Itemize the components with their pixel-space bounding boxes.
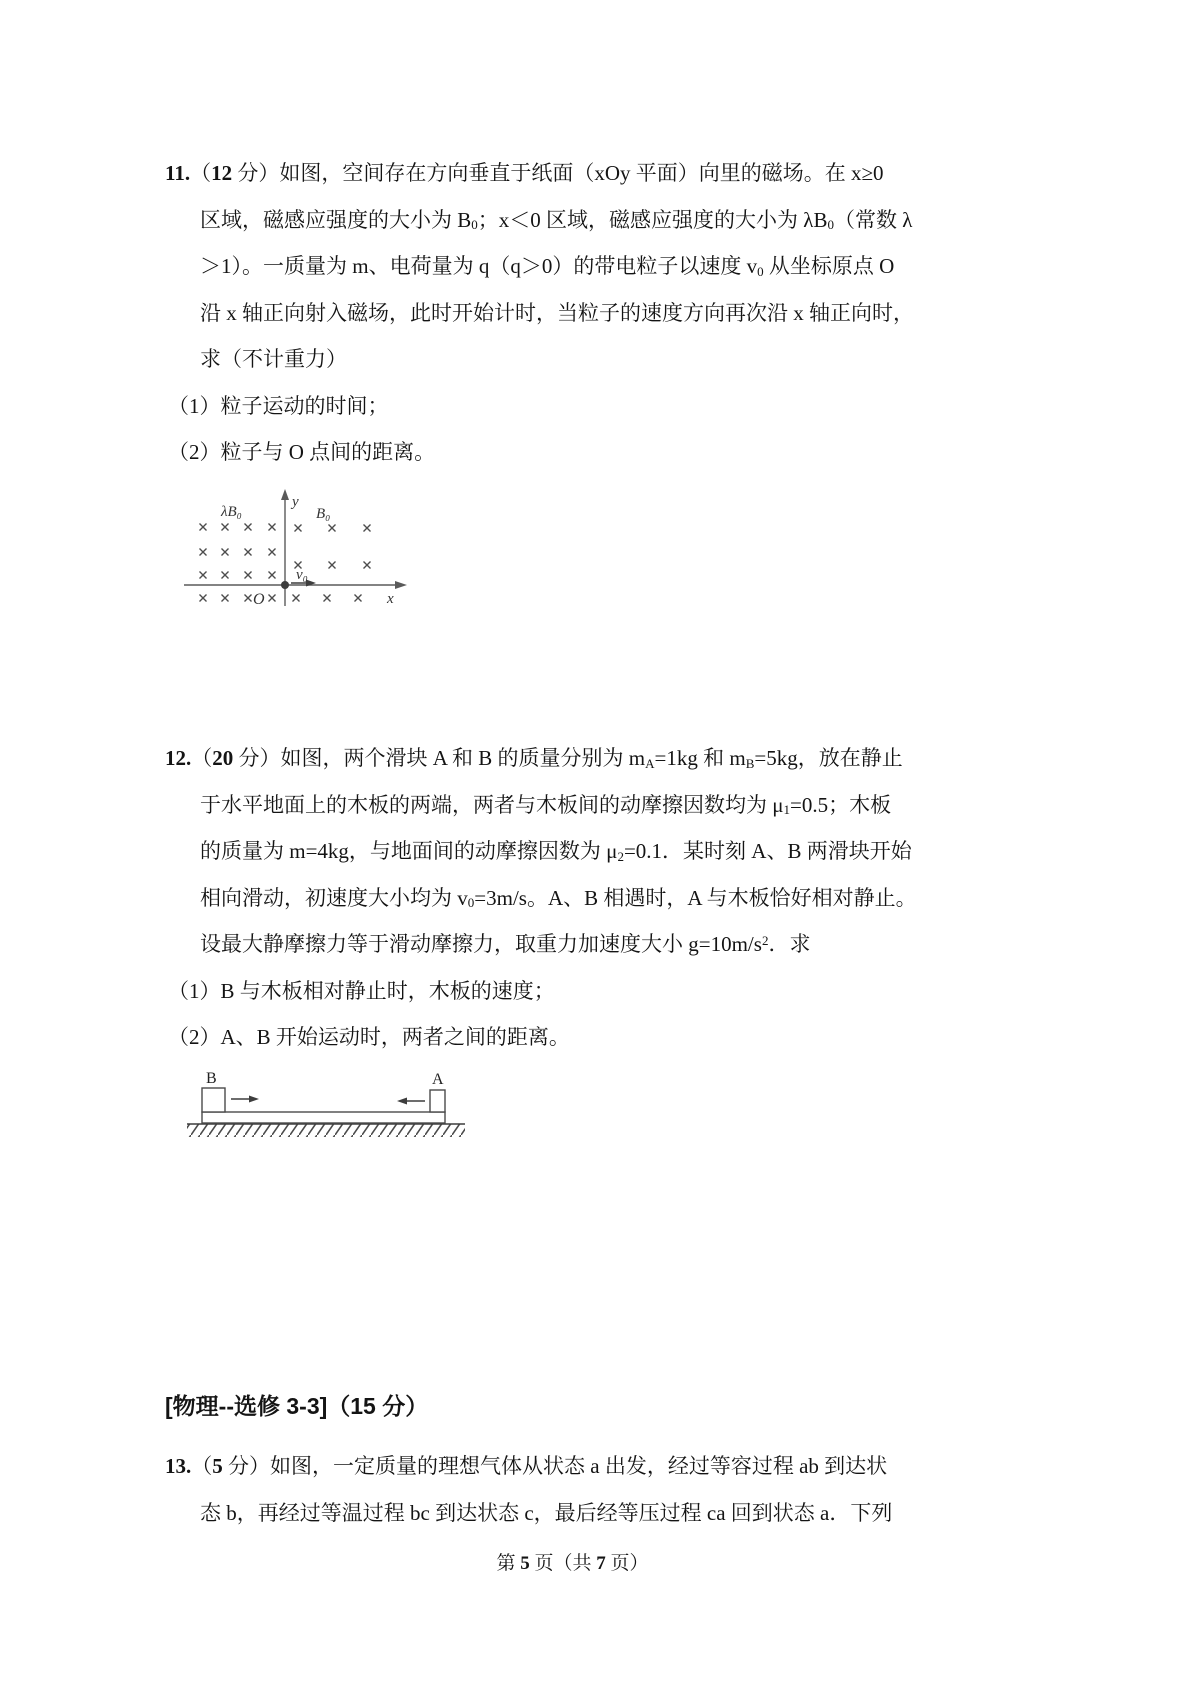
q12-line-1: 12.（20 分）如图，两个滑块 A 和 B 的质量分别为 $m_A=1kg$ 和 $m_B=5kg$，放在静止 xyxy=(165,746,903,771)
y-axis-arrowhead xyxy=(281,489,289,500)
q11-line-3: ＞1）。一质量为 m、电荷量为 q（q＞0）的带电粒子以速度 $v_0$ 从坐标原点 O xyxy=(200,254,895,279)
slider-a-block xyxy=(430,1090,445,1112)
question-11 xyxy=(165,150,980,476)
slider-b-velocity-arrow xyxy=(231,1096,259,1103)
slider-a-label: A xyxy=(432,1071,444,1088)
q12-line-5: 设最大静摩擦力等于滑动摩擦力，取重力加速度大小 $g=10m/s^2$．求 xyxy=(200,932,811,956)
board-sliders-diagram xyxy=(182,1070,472,1145)
q12-subquestion-2: （2）A、B 开始运动时，两者之间的距离。 xyxy=(168,1025,570,1049)
field-marks-left-region xyxy=(200,524,276,602)
slider-b-arrowhead xyxy=(249,1096,259,1103)
section-title-physics-elective-3-3: [物理--选修 3-3]（15 分） xyxy=(165,1393,429,1419)
q13-line-2: 态 b，再经过等温过程 bc 到达状态 c，最后经等压过程 ca 回到状态 a．下列 xyxy=(200,1500,893,1525)
q12-subquestion-1: （1）B 与木板相对静止时，木板的速度； xyxy=(168,978,555,1003)
q11-subquestion-2: （2）粒子与 O 点间的距离。 xyxy=(168,440,436,464)
q12-line-4: 相向滑动，初速度大小均为 $v_0=3m/s$。A、B 相遇时，A 与木板恰好相对静止。 xyxy=(200,885,917,911)
origin-particle-dot xyxy=(281,581,289,589)
q12-line-2: 于水平地面上的木板的两端，两者与木板间的动摩擦因数均为 $\mu_1=0.5$；木板 xyxy=(200,792,892,818)
q12-figure xyxy=(182,1070,472,1145)
q11-line-4: 沿 x 轴正向射入磁场，此时开始计时，当粒子的速度方向再次沿 x 轴正向时， xyxy=(200,300,914,325)
x-axis-arrowhead xyxy=(395,581,407,589)
q11-line-1: 11.（12 分）如图，空间存在方向垂直于纸面（xOy 平面）向里的磁场。在 x≥0 xyxy=(165,161,884,185)
region-label-lambda-b0: λB₀ xyxy=(221,504,242,520)
region-label-b0: B₀ xyxy=(316,506,331,522)
slider-a-velocity-arrow xyxy=(397,1098,425,1105)
page-number-footer: 第 5 页（共 7 页） xyxy=(496,1553,649,1574)
wooden-board xyxy=(202,1112,445,1123)
q11-line-5: 求（不计重力） xyxy=(200,347,347,371)
q11-line-2: 区域，磁感应强度的大小为 $B_0$；x＜0 区域，磁感应强度的大小为 $\lambda B_0$（常数 λ xyxy=(200,207,913,233)
origin-label: O xyxy=(253,591,265,608)
q11-subquestion-1: （1）粒子运动的时间； xyxy=(168,393,389,418)
field-marks-right-region xyxy=(293,525,371,602)
y-axis-label: y xyxy=(292,494,299,510)
velocity-label: v₀ xyxy=(296,567,308,583)
question-13 xyxy=(165,1443,980,1536)
q13-line-1: 13.（5 分）如图，一定质量的理想气体从状态 a 出发，经过等容过程 ab 到达状 xyxy=(165,1454,888,1478)
q12-line-3: 的质量为 m=4kg，与地面间的动摩擦因数为 $\mu_2=0.1$．某时刻 A、B 两滑块开始 xyxy=(200,839,912,864)
slider-a-arrowhead xyxy=(397,1098,407,1105)
slider-b-block xyxy=(202,1088,225,1112)
ground-hatching xyxy=(187,1124,465,1137)
slider-b-label: B xyxy=(206,1070,217,1087)
question-12 xyxy=(165,735,980,1061)
x-axis-label: x xyxy=(387,591,394,607)
magnetic-field-diagram xyxy=(183,488,413,618)
q11-figure xyxy=(183,488,413,618)
